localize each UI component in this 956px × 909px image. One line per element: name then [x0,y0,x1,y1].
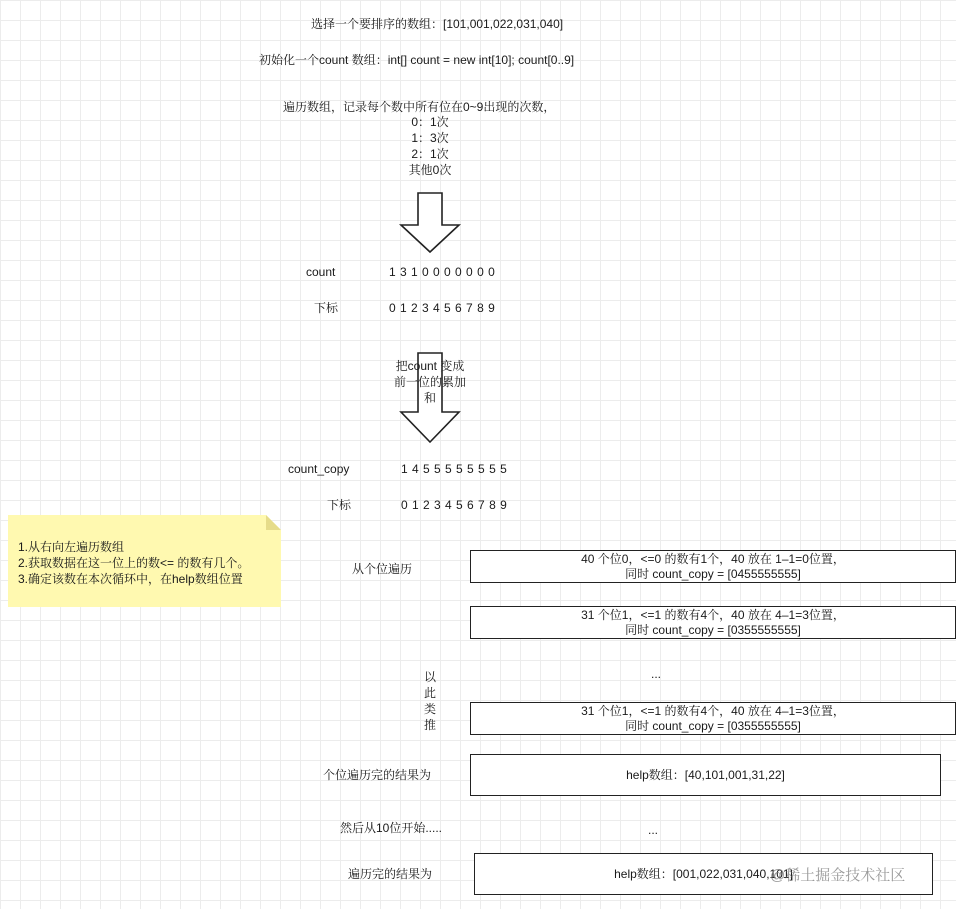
ones-place-label: 从个位遍历 [352,562,413,576]
count-values: 1 3 1 0 0 0 0 0 0 0 [389,265,496,279]
ones-result-text: help数组：[40,101,001,31,22] [626,767,785,782]
ones-result-label: 个位遍历完的结果为 [323,768,432,782]
step-box-1 [470,550,956,583]
step-box-1-line-2: 同时 count_copy = [0455555555] [625,566,801,581]
watermark-text: @稀土掘金技术社区 [770,867,906,884]
occurrence-0: 0：1次 [411,115,449,129]
count-copy-index-label: 下标 [327,498,352,512]
note-line-2: 2.获取数据在这一位上的数<= 的数有几个。 [18,556,250,570]
step-box-2-line-1: 31 个位1，<=1 的数有4个，40 放在 4–1=3位置， [581,607,845,622]
ellipsis-1: ... [651,667,662,681]
select-array-text: 选择一个要排序的数组：[101,001,022,031,040] [311,17,564,31]
occurrence-2: 2：1次 [411,147,449,161]
note-line-1: 1.从右向左遍历数组 [18,540,125,554]
step-box-2-line-2: 同时 count_copy = [0355555555] [625,622,801,637]
count-copy-values: 1 4 5 5 5 5 5 5 5 5 [401,462,508,476]
occurrence-other: 其他0次 [408,163,452,177]
step-box-2 [470,606,956,639]
analogy-char-3: 类 [423,702,436,716]
arrow2-label-1: 把count 变成 [395,359,465,373]
arrow2-label-2: 前一位的累加 [393,375,466,389]
step-box-1-line-1: 40 个位0，<=0 的数有1个，40 放在 1–1=0位置， [581,551,845,566]
final-result-text: help数组：[001,022,031,040,101] [614,866,793,881]
count-copy-label: count_copy [288,462,350,476]
count-index-label: 下标 [314,301,339,315]
note-text [18,539,249,587]
step-box-3 [470,702,956,735]
tens-place-label: 然后从10位开始..... [340,821,443,835]
count-label: count [306,265,336,279]
occurrence-1: 1：3次 [411,131,449,145]
analogy-char-4: 推 [423,718,436,732]
note-fold-corner [266,515,281,530]
step-box-3-line-1: 31 个位1，<=1 的数有4个，40 放在 4–1=3位置， [581,703,845,718]
note-line-3: 3.确定该数在本次循环中，在help数组位置 [18,572,243,586]
down-arrow-icon [398,192,462,254]
traverse-desc-text: 遍历数组，记录每个数中所有位在0~9出现的次数， [283,100,556,114]
count-index-values: 0 1 2 3 4 5 6 7 8 9 [389,301,496,315]
arrow2-label-3: 和 [423,391,436,405]
ones-result-box [470,754,941,796]
step-box-3-line-2: 同时 count_copy = [0355555555] [625,718,801,733]
analogy-char-2: 此 [423,686,436,700]
ellipsis-2: ... [648,823,659,837]
final-result-label: 遍历完的结果为 [348,867,433,881]
count-copy-index-values: 0 1 2 3 4 5 6 7 8 9 [401,498,508,512]
analogy-char-1: 以 [423,670,436,684]
init-count-text: 初始化一个count 数组：int[] count = new int[10]; count[0..9] [259,53,575,67]
